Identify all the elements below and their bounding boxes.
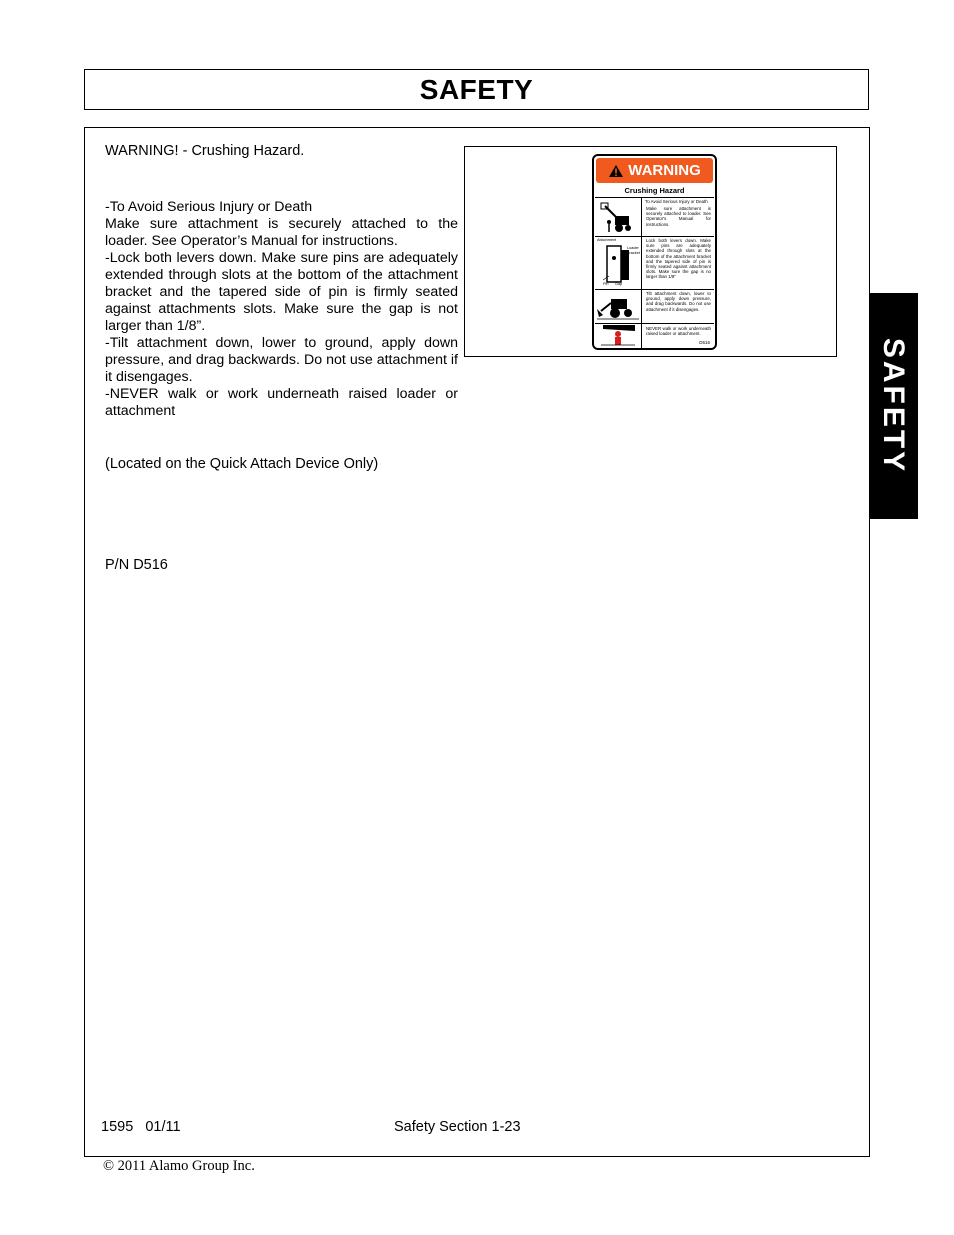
decal-row-text: Make sure attachment is securely attached to loader. See Operator's Manual for instructions. [646, 206, 711, 227]
decal-intro: To Avoid Serious Injury or Death [645, 199, 708, 204]
decal-frame [464, 146, 837, 357]
footer-doc-number: 1595 01/11 [101, 1119, 181, 1135]
decal-row [595, 323, 714, 348]
decal-row-text: NEVER walk or work underneath raised loader or attachment. [646, 326, 711, 337]
label-gap: Gap [615, 282, 623, 286]
crush-person-icon [595, 323, 642, 348]
decal-row [595, 198, 714, 237]
location-note: (Located on the Quick Attach Device Only) [105, 456, 379, 472]
label-attachment: Attachment [597, 238, 617, 242]
instruction-line: -Lock both levers down. Make sure pins are adequately extended through slots at the bottom of the attachment bracket and the tapered side of pin is firmly seated against attachments slots. Make sure the gap is not larger than 1/8”. [105, 250, 458, 334]
warning-triangle-icon [608, 164, 624, 178]
instruction-line: -To Avoid Serious Injury or Death [105, 199, 313, 215]
loader-raised-icon [595, 198, 642, 236]
footer-section: Safety Section 1-23 [394, 1119, 521, 1135]
decal-hazard: Crushing Hazard [624, 186, 685, 195]
decal-banner-label: WARNING [628, 162, 701, 179]
warning-instructions [105, 199, 458, 420]
decal-row [595, 236, 714, 290]
warning-title: WARNING! - Crushing Hazard. [105, 143, 305, 159]
decal-banner [596, 158, 713, 183]
label-pin: Pin [603, 282, 609, 286]
instruction-line: -Tilt attachment down, lower to ground, apply down pressure, and drag backwards. Do not use attachment if it disengages. [105, 335, 458, 385]
decal-code: D516 [699, 340, 710, 345]
bracket-diagram-icon [595, 236, 642, 289]
warning-decal [592, 154, 717, 350]
decal-grid [595, 197, 714, 348]
decal-row-text: Tilt attachment down, lower to ground, apply down pressure, and drag backwards. Do not use attachment if it disengages. [646, 291, 711, 312]
side-tab [869, 293, 918, 519]
instruction-line: Make sure attachment is securely attached to the loader. See Operator’s Manual for instructions. [105, 216, 458, 249]
decal-row [595, 289, 714, 324]
loader-tilt-icon [595, 289, 642, 323]
part-number: P/N D516 [105, 557, 168, 573]
instruction-line: -NEVER walk or work underneath raised loader or attachment [105, 386, 458, 419]
page-title: SAFETY [419, 73, 534, 105]
label-loader: Loader [627, 246, 639, 250]
side-tab-label: SAFETY [877, 337, 911, 475]
header-box [84, 69, 869, 110]
copyright: © 2011 Alamo Group Inc. [103, 1158, 255, 1174]
decal-row-text: Lock both levers down. Make sure pins are adequately extended through slots at the bottom of the attachment bracket and the tapered side of pin is firmly seated against attachment slots. Make sure the gap is no larger than 1/8" [646, 238, 711, 280]
label-bracket: Bracket [627, 251, 640, 255]
